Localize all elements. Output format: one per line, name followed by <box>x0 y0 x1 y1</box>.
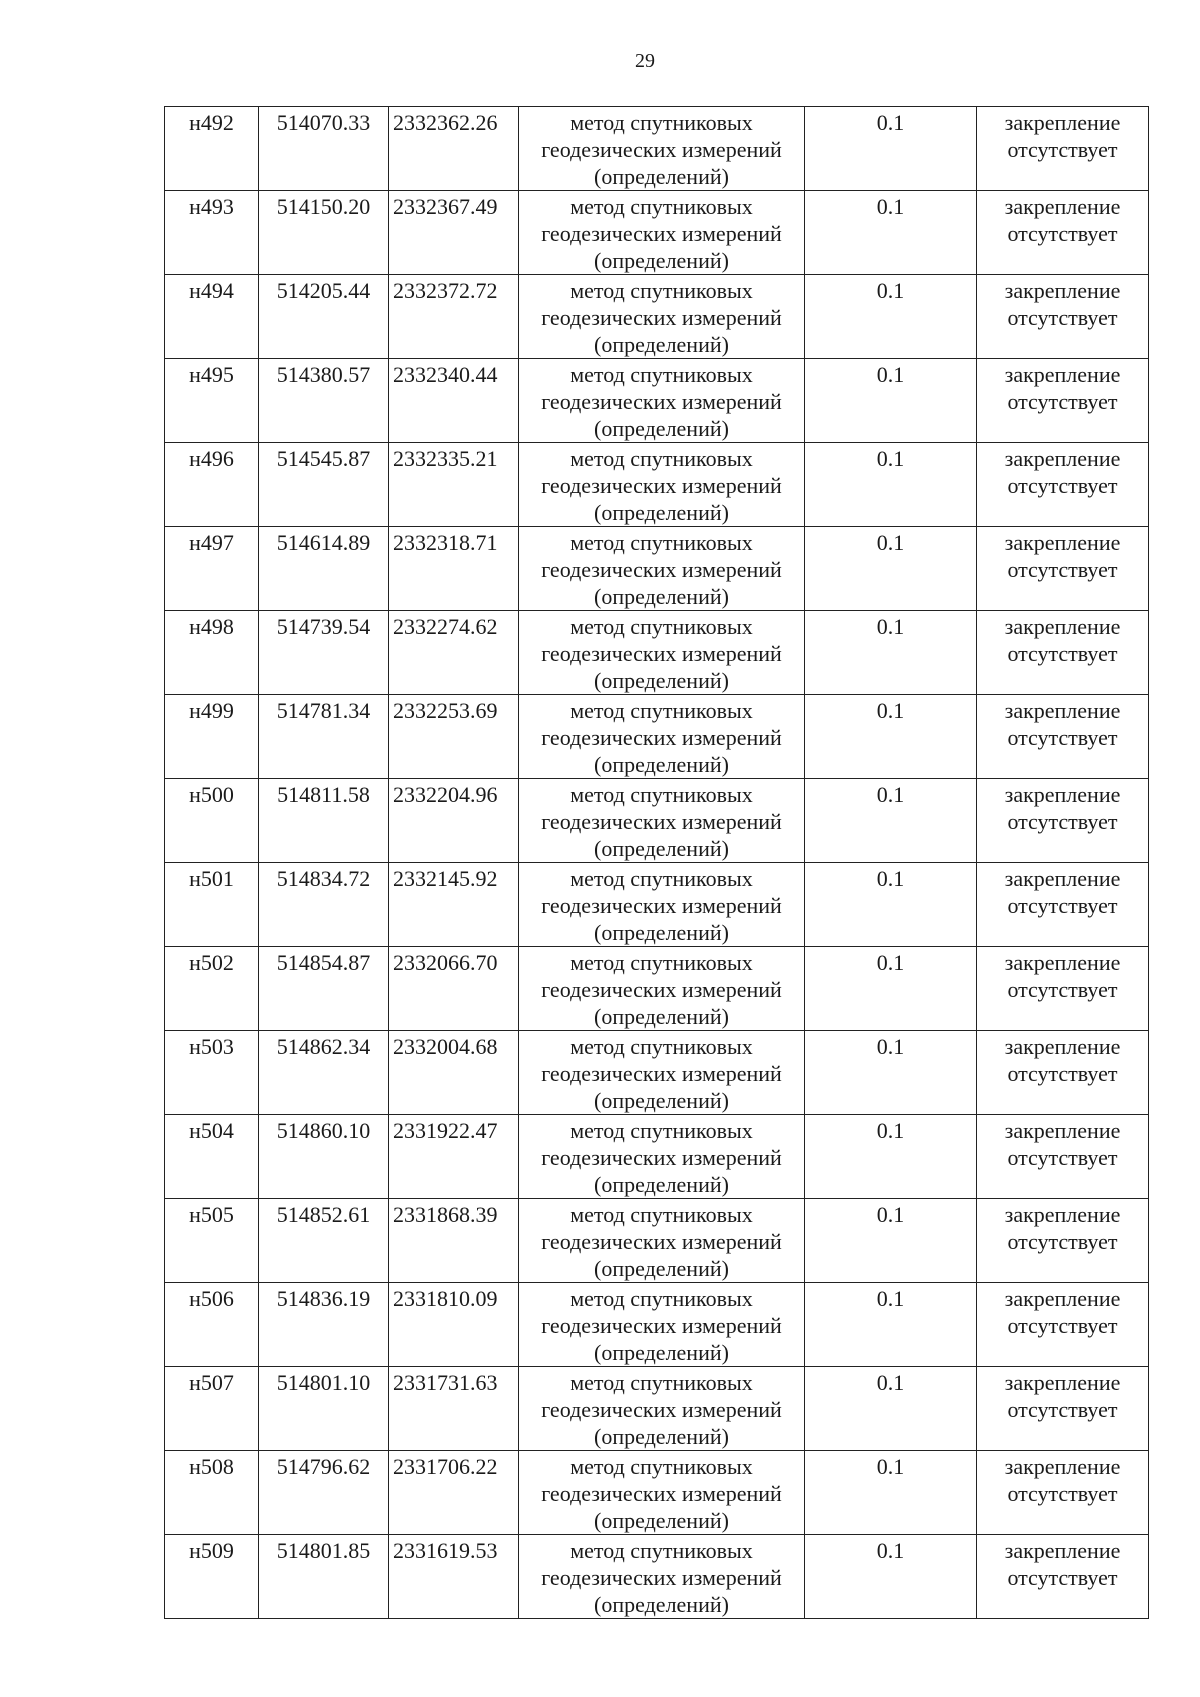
y-coordinate-cell: 2331706.22 <box>389 1451 519 1535</box>
accuracy-cell: 0.1 <box>805 779 977 863</box>
method-cell <box>519 1283 805 1367</box>
point-name-cell: н509 <box>165 1535 259 1619</box>
accuracy-cell: 0.1 <box>805 527 977 611</box>
point-name-cell: н502 <box>165 947 259 1031</box>
fixing-line: отсутствует <box>1007 473 1118 498</box>
fixing-line: закрепление <box>1004 1286 1121 1311</box>
table-body <box>165 107 1149 1619</box>
method-cell <box>519 527 805 611</box>
fixing-cell <box>977 611 1149 695</box>
method-line: (определений) <box>594 668 729 693</box>
fixing-line: закрепление <box>1004 1370 1121 1395</box>
fixing-line: отсутствует <box>1007 221 1118 246</box>
method-line: геодезических измерений <box>541 1145 782 1170</box>
point-name-cell: н492 <box>165 107 259 191</box>
method-line: метод спутниковых <box>570 530 753 555</box>
method-line: метод спутниковых <box>570 1286 753 1311</box>
method-line: метод спутниковых <box>570 1454 753 1479</box>
accuracy-cell: 0.1 <box>805 1283 977 1367</box>
fixing-line: отсутствует <box>1007 305 1118 330</box>
fixing-line: отсутствует <box>1007 137 1118 162</box>
accuracy-cell: 0.1 <box>805 695 977 779</box>
x-coordinate-cell: 514862.34 <box>259 1031 389 1115</box>
fixing-line: закрепление <box>1004 1538 1121 1563</box>
point-name-cell: н501 <box>165 863 259 947</box>
x-coordinate-cell: 514801.85 <box>259 1535 389 1619</box>
method-line: (определений) <box>594 164 729 189</box>
method-cell <box>519 695 805 779</box>
method-line: метод спутниковых <box>570 1370 753 1395</box>
method-line: (определений) <box>594 1172 729 1197</box>
table-row <box>165 947 1149 1031</box>
point-name-cell: н500 <box>165 779 259 863</box>
y-coordinate-cell: 2331619.53 <box>389 1535 519 1619</box>
fixing-cell <box>977 107 1149 191</box>
point-name-cell: н493 <box>165 191 259 275</box>
point-name-cell: н505 <box>165 1199 259 1283</box>
method-cell <box>519 1451 805 1535</box>
method-line: геодезических измерений <box>541 725 782 750</box>
y-coordinate-cell: 2332145.92 <box>389 863 519 947</box>
table-row <box>165 191 1149 275</box>
method-line: метод спутниковых <box>570 614 753 639</box>
method-line: (определений) <box>594 1592 729 1617</box>
point-name-cell: н508 <box>165 1451 259 1535</box>
point-name-cell: н494 <box>165 275 259 359</box>
method-line: метод спутниковых <box>570 866 753 891</box>
accuracy-cell: 0.1 <box>805 359 977 443</box>
fixing-line: закрепление <box>1004 1202 1121 1227</box>
fixing-line: отсутствует <box>1007 1145 1118 1170</box>
accuracy-cell: 0.1 <box>805 107 977 191</box>
y-coordinate-cell: 2332362.26 <box>389 107 519 191</box>
method-cell <box>519 359 805 443</box>
fixing-cell <box>977 1031 1149 1115</box>
fixing-line: отсутствует <box>1007 1061 1118 1086</box>
fixing-cell <box>977 695 1149 779</box>
x-coordinate-cell: 514811.58 <box>259 779 389 863</box>
fixing-cell <box>977 1283 1149 1367</box>
method-line: (определений) <box>594 500 729 525</box>
fixing-line: отсутствует <box>1007 977 1118 1002</box>
x-coordinate-cell: 514781.34 <box>259 695 389 779</box>
table-row <box>165 863 1149 947</box>
method-line: (определений) <box>594 836 729 861</box>
point-name-cell: н499 <box>165 695 259 779</box>
table-row <box>165 1115 1149 1199</box>
fixing-line: отсутствует <box>1007 893 1118 918</box>
fixing-cell <box>977 1199 1149 1283</box>
method-line: (определений) <box>594 584 729 609</box>
method-line: геодезических измерений <box>541 221 782 246</box>
y-coordinate-cell: 2332274.62 <box>389 611 519 695</box>
y-coordinate-cell: 2332318.71 <box>389 527 519 611</box>
y-coordinate-cell: 2332066.70 <box>389 947 519 1031</box>
method-line: (определений) <box>594 416 729 441</box>
method-line: геодезических измерений <box>541 389 782 414</box>
fixing-line: отсутствует <box>1007 1397 1118 1422</box>
y-coordinate-cell: 2331731.63 <box>389 1367 519 1451</box>
fixing-line: закрепление <box>1004 698 1121 723</box>
method-cell <box>519 191 805 275</box>
accuracy-cell: 0.1 <box>805 1535 977 1619</box>
method-line: геодезических измерений <box>541 1397 782 1422</box>
method-line: (определений) <box>594 1004 729 1029</box>
fixing-cell <box>977 1115 1149 1199</box>
y-coordinate-cell: 2331868.39 <box>389 1199 519 1283</box>
method-cell <box>519 1535 805 1619</box>
fixing-line: закрепление <box>1004 782 1121 807</box>
point-name-cell: н503 <box>165 1031 259 1115</box>
fixing-line: закрепление <box>1004 1034 1121 1059</box>
y-coordinate-cell: 2332367.49 <box>389 191 519 275</box>
method-cell <box>519 611 805 695</box>
accuracy-cell: 0.1 <box>805 275 977 359</box>
table-row <box>165 527 1149 611</box>
method-line: геодезических измерений <box>541 809 782 834</box>
fixing-cell <box>977 443 1149 527</box>
table-row <box>165 695 1149 779</box>
accuracy-cell: 0.1 <box>805 1367 977 1451</box>
accuracy-cell: 0.1 <box>805 947 977 1031</box>
x-coordinate-cell: 514545.87 <box>259 443 389 527</box>
fixing-line: отсутствует <box>1007 389 1118 414</box>
x-coordinate-cell: 514860.10 <box>259 1115 389 1199</box>
table-row <box>165 1199 1149 1283</box>
accuracy-cell: 0.1 <box>805 1199 977 1283</box>
method-line: геодезических измерений <box>541 1061 782 1086</box>
method-cell <box>519 1115 805 1199</box>
method-line: (определений) <box>594 1424 729 1449</box>
fixing-line: отсутствует <box>1007 1565 1118 1590</box>
y-coordinate-cell: 2331810.09 <box>389 1283 519 1367</box>
fixing-cell <box>977 359 1149 443</box>
point-name-cell: н504 <box>165 1115 259 1199</box>
coordinates-table <box>164 106 1149 1619</box>
x-coordinate-cell: 514614.89 <box>259 527 389 611</box>
fixing-line: закрепление <box>1004 530 1121 555</box>
x-coordinate-cell: 514852.61 <box>259 1199 389 1283</box>
table-row <box>165 1451 1149 1535</box>
table-row <box>165 1283 1149 1367</box>
y-coordinate-cell: 2332253.69 <box>389 695 519 779</box>
method-cell <box>519 947 805 1031</box>
fixing-line: отсутствует <box>1007 1313 1118 1338</box>
fixing-line: закрепление <box>1004 950 1121 975</box>
method-line: (определений) <box>594 752 729 777</box>
x-coordinate-cell: 514070.33 <box>259 107 389 191</box>
fixing-line: отсутствует <box>1007 725 1118 750</box>
method-cell <box>519 863 805 947</box>
fixing-cell <box>977 275 1149 359</box>
x-coordinate-cell: 514205.44 <box>259 275 389 359</box>
method-line: (определений) <box>594 1508 729 1533</box>
x-coordinate-cell: 514836.19 <box>259 1283 389 1367</box>
method-line: метод спутниковых <box>570 950 753 975</box>
fixing-line: закрепление <box>1004 110 1121 135</box>
fixing-line: закрепление <box>1004 614 1121 639</box>
fixing-cell <box>977 947 1149 1031</box>
fixing-line: закрепление <box>1004 1118 1121 1143</box>
point-name-cell: н495 <box>165 359 259 443</box>
point-name-cell: н496 <box>165 443 259 527</box>
method-line: (определений) <box>594 1256 729 1281</box>
y-coordinate-cell: 2332335.21 <box>389 443 519 527</box>
method-line: геодезических измерений <box>541 473 782 498</box>
table-row <box>165 1535 1149 1619</box>
fixing-cell <box>977 527 1149 611</box>
x-coordinate-cell: 514150.20 <box>259 191 389 275</box>
fixing-line: отсутствует <box>1007 557 1118 582</box>
method-line: (определений) <box>594 1088 729 1113</box>
table-row <box>165 779 1149 863</box>
method-line: метод спутниковых <box>570 1538 753 1563</box>
fixing-line: закрепление <box>1004 866 1121 891</box>
y-coordinate-cell: 2332204.96 <box>389 779 519 863</box>
method-cell <box>519 443 805 527</box>
method-line: метод спутниковых <box>570 698 753 723</box>
method-cell <box>519 107 805 191</box>
fixing-line: отсутствует <box>1007 809 1118 834</box>
fixing-cell <box>977 191 1149 275</box>
x-coordinate-cell: 514739.54 <box>259 611 389 695</box>
point-name-cell: н497 <box>165 527 259 611</box>
method-line: (определений) <box>594 920 729 945</box>
fixing-cell <box>977 863 1149 947</box>
method-cell <box>519 1199 805 1283</box>
method-line: метод спутниковых <box>570 1118 753 1143</box>
method-cell <box>519 275 805 359</box>
table-row <box>165 443 1149 527</box>
table-row <box>165 107 1149 191</box>
table-row <box>165 359 1149 443</box>
point-name-cell: н507 <box>165 1367 259 1451</box>
page-number: 29 <box>635 50 655 72</box>
fixing-line: закрепление <box>1004 446 1121 471</box>
fixing-cell <box>977 779 1149 863</box>
fixing-line: закрепление <box>1004 1454 1121 1479</box>
method-line: геодезических измерений <box>541 1313 782 1338</box>
method-cell <box>519 1031 805 1115</box>
accuracy-cell: 0.1 <box>805 191 977 275</box>
x-coordinate-cell: 514854.87 <box>259 947 389 1031</box>
x-coordinate-cell: 514801.10 <box>259 1367 389 1451</box>
method-line: геодезических измерений <box>541 977 782 1002</box>
accuracy-cell: 0.1 <box>805 1031 977 1115</box>
method-line: геодезических измерений <box>541 893 782 918</box>
fixing-line: отсутствует <box>1007 1229 1118 1254</box>
method-line: метод спутниковых <box>570 1034 753 1059</box>
method-line: метод спутниковых <box>570 278 753 303</box>
method-line: метод спутниковых <box>570 446 753 471</box>
method-line: метод спутниковых <box>570 194 753 219</box>
method-line: геодезических измерений <box>541 1565 782 1590</box>
accuracy-cell: 0.1 <box>805 443 977 527</box>
fixing-line: закрепление <box>1004 194 1121 219</box>
method-line: геодезических измерений <box>541 1229 782 1254</box>
fixing-cell <box>977 1451 1149 1535</box>
y-coordinate-cell: 2332340.44 <box>389 359 519 443</box>
method-line: (определений) <box>594 248 729 273</box>
fixing-cell <box>977 1535 1149 1619</box>
method-line: метод спутниковых <box>570 1202 753 1227</box>
method-line: (определений) <box>594 332 729 357</box>
table-row <box>165 1031 1149 1115</box>
method-cell <box>519 1367 805 1451</box>
accuracy-cell: 0.1 <box>805 611 977 695</box>
fixing-line: отсутствует <box>1007 1481 1118 1506</box>
fixing-line: отсутствует <box>1007 641 1118 666</box>
y-coordinate-cell: 2332004.68 <box>389 1031 519 1115</box>
method-line: геодезических измерений <box>541 1481 782 1506</box>
method-line: метод спутниковых <box>570 110 753 135</box>
method-cell <box>519 779 805 863</box>
method-line: (определений) <box>594 1340 729 1365</box>
x-coordinate-cell: 514380.57 <box>259 359 389 443</box>
table-row <box>165 275 1149 359</box>
fixing-cell <box>977 1367 1149 1451</box>
x-coordinate-cell: 514796.62 <box>259 1451 389 1535</box>
method-line: геодезических измерений <box>541 641 782 666</box>
fixing-line: закрепление <box>1004 362 1121 387</box>
accuracy-cell: 0.1 <box>805 1451 977 1535</box>
table-row <box>165 1367 1149 1451</box>
fixing-line: закрепление <box>1004 278 1121 303</box>
method-line: метод спутниковых <box>570 362 753 387</box>
point-name-cell: н506 <box>165 1283 259 1367</box>
point-name-cell: н498 <box>165 611 259 695</box>
method-line: геодезических измерений <box>541 557 782 582</box>
y-coordinate-cell: 2331922.47 <box>389 1115 519 1199</box>
y-coordinate-cell: 2332372.72 <box>389 275 519 359</box>
table-row <box>165 611 1149 695</box>
x-coordinate-cell: 514834.72 <box>259 863 389 947</box>
method-line: геодезических измерений <box>541 137 782 162</box>
method-line: геодезических измерений <box>541 305 782 330</box>
method-line: метод спутниковых <box>570 782 753 807</box>
accuracy-cell: 0.1 <box>805 1115 977 1199</box>
accuracy-cell: 0.1 <box>805 863 977 947</box>
